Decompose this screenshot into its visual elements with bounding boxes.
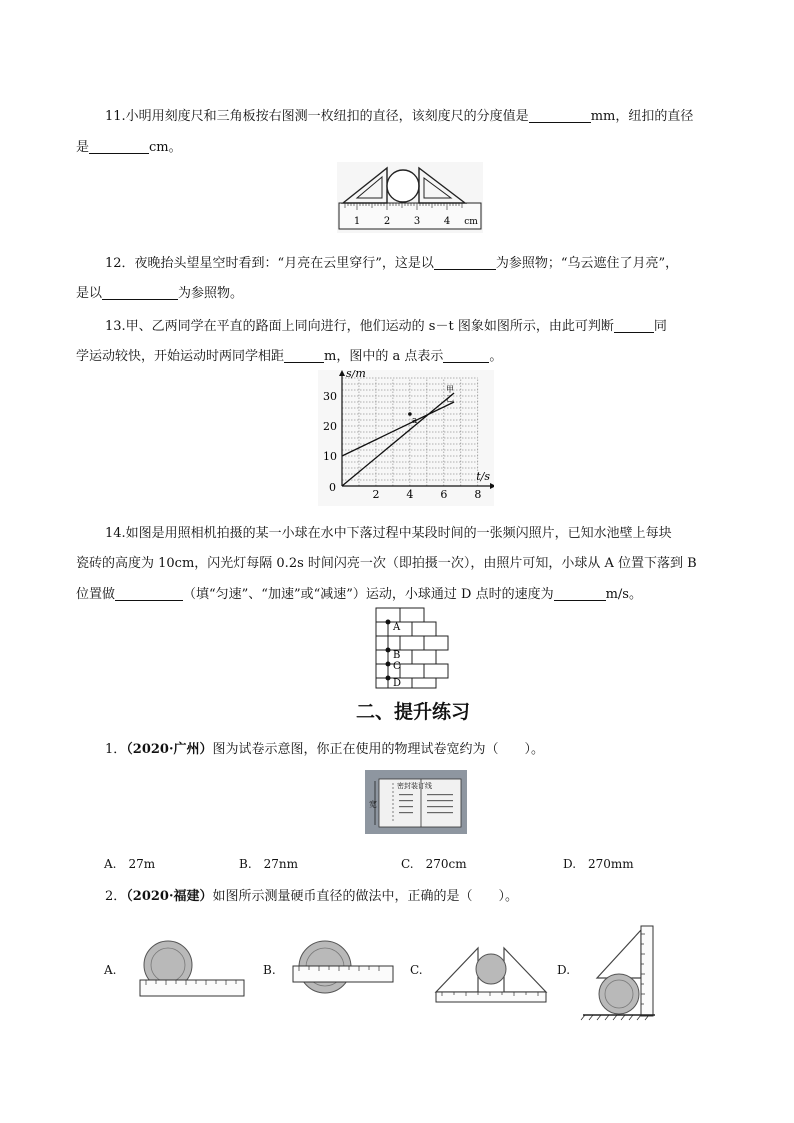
p1-option-a[interactable]: A. 27m bbox=[104, 857, 156, 871]
p2-option-c[interactable]: C. bbox=[410, 963, 423, 977]
x-tick-label: 6 bbox=[440, 488, 448, 501]
ruler-tick-label: 4 bbox=[443, 216, 451, 227]
q11-line2: 是 cm。 bbox=[76, 140, 182, 155]
ruler bbox=[293, 966, 393, 982]
st-chart bbox=[318, 370, 494, 506]
p2-option-d[interactable]: D. bbox=[557, 963, 571, 977]
ball-c bbox=[386, 662, 391, 667]
p1-option-c[interactable]: C. 270cm bbox=[401, 857, 467, 871]
right-set-square bbox=[504, 948, 546, 992]
q12-line2: 是以 为参照物。 bbox=[76, 286, 244, 301]
ruler-unit-label: cm bbox=[464, 217, 478, 227]
vertical-ruler bbox=[641, 926, 653, 1016]
y-tick-label: 30 bbox=[323, 390, 337, 403]
q14-line2: 瓷砖的高度为 10cm，闪光灯每隔 0.2s 时间闪亮一次（即拍摄一次），由照片可知，小球从 A 位置下落到 B bbox=[76, 556, 697, 571]
ruler bbox=[140, 980, 244, 996]
p1-question: 1．（2020·广州）图为试卷示意图，你正在使用的物理试卷宽约为（ ）。 bbox=[105, 742, 545, 757]
p1-option-b[interactable]: B. 27nm bbox=[239, 857, 299, 871]
coin-figure-d bbox=[577, 920, 659, 1024]
left-set-square bbox=[436, 948, 478, 992]
q13-line1: 13.甲、乙两同学在平直的路面上同向进行，他们运动的 s－t 图象如图所示，由此可判断 同 bbox=[105, 319, 667, 334]
label-c: C bbox=[393, 661, 401, 672]
x-tick-label: 4 bbox=[406, 488, 414, 501]
p2-question: 2．（2020·福建）如图所示测量硬币直径的做法中，正确的是（ ）。 bbox=[105, 889, 519, 904]
q11-blank-2 bbox=[89, 139, 149, 154]
q13-blank-3 bbox=[443, 348, 489, 363]
point-label: a bbox=[411, 416, 418, 426]
label-d: D bbox=[393, 678, 402, 689]
q12-blank-2 bbox=[102, 285, 178, 300]
q11-line1: 11.小明用刻度尺和三角板按右图测一枚纽扣的直径，该刻度尺的分度值是 mm，纽扣的直径 bbox=[105, 109, 694, 124]
ball-d bbox=[386, 676, 391, 681]
q13-blank-2 bbox=[284, 348, 324, 363]
ruler-tick-label: 3 bbox=[413, 216, 421, 227]
p2-source: （2020·福建） bbox=[126, 889, 213, 904]
button-circle bbox=[387, 170, 419, 202]
series-label: 乙 bbox=[446, 394, 455, 403]
exam-paper-figure bbox=[365, 770, 467, 834]
x-tick-label: 2 bbox=[372, 488, 380, 501]
seal-label: 密封装订线 bbox=[397, 782, 432, 790]
coin bbox=[476, 954, 506, 984]
y-tick-label: 20 bbox=[323, 420, 337, 433]
q13-line2: 学运动较快，开始运动时两同学相距 m，图中的 a 点表示 。 bbox=[76, 349, 503, 364]
ball-b bbox=[386, 648, 391, 653]
q13-blank-1 bbox=[614, 318, 654, 333]
q12-blank-1 bbox=[434, 255, 496, 270]
label-b: B bbox=[393, 650, 401, 661]
q14-line1: 14.如图是用照相机拍摄的某一小球在水中下落过程中某段时间的一张频闪照片，已知水池壁上每块 bbox=[105, 526, 672, 541]
y-axis-label: s/m bbox=[346, 370, 366, 380]
coin-figure-b bbox=[285, 938, 397, 1000]
coin-figure-c bbox=[432, 938, 548, 1006]
q11-blank-1 bbox=[529, 108, 591, 123]
coin-figure-a bbox=[136, 938, 246, 1000]
x-tick-label: 8 bbox=[474, 488, 482, 501]
y-tick-label: 10 bbox=[323, 450, 337, 463]
p2-option-a[interactable]: A. bbox=[104, 963, 117, 977]
width-label: 宽 bbox=[369, 800, 377, 809]
q14-blank-2 bbox=[554, 586, 606, 601]
ball-a bbox=[386, 620, 391, 625]
ruler-tick-label: 1 bbox=[353, 216, 361, 227]
origin-label: 0 bbox=[329, 481, 336, 494]
q14-blank-1 bbox=[115, 586, 183, 601]
q12-line1: 12．夜晚抬头望星空时看到：“月亮在云里穿行”，这是以 为参照物；“乌云遮住了月亮”， bbox=[105, 256, 679, 271]
set-square bbox=[597, 930, 641, 978]
ruler bbox=[436, 992, 546, 1002]
ruler bbox=[339, 203, 481, 229]
p2-option-b[interactable]: B. bbox=[263, 963, 276, 977]
table-hatching bbox=[581, 1015, 649, 1020]
ruler-tick-label: 2 bbox=[383, 216, 391, 227]
strobe-photo-figure bbox=[372, 606, 452, 690]
p1-source: （2020·广州） bbox=[126, 742, 213, 757]
p1-option-d[interactable]: D. 270mm bbox=[563, 857, 634, 871]
label-a: A bbox=[393, 622, 401, 633]
q14-line3: 位置做 （填“匀速”、“加速”或“减速”）运动，小球通过 D 点时的速度为 m/s。 bbox=[76, 587, 642, 602]
x-axis-label: t/s bbox=[476, 470, 490, 483]
series-label: 甲 bbox=[446, 385, 455, 394]
section-title: 二、提升练习 bbox=[356, 701, 471, 723]
button-ruler-figure bbox=[335, 160, 485, 235]
